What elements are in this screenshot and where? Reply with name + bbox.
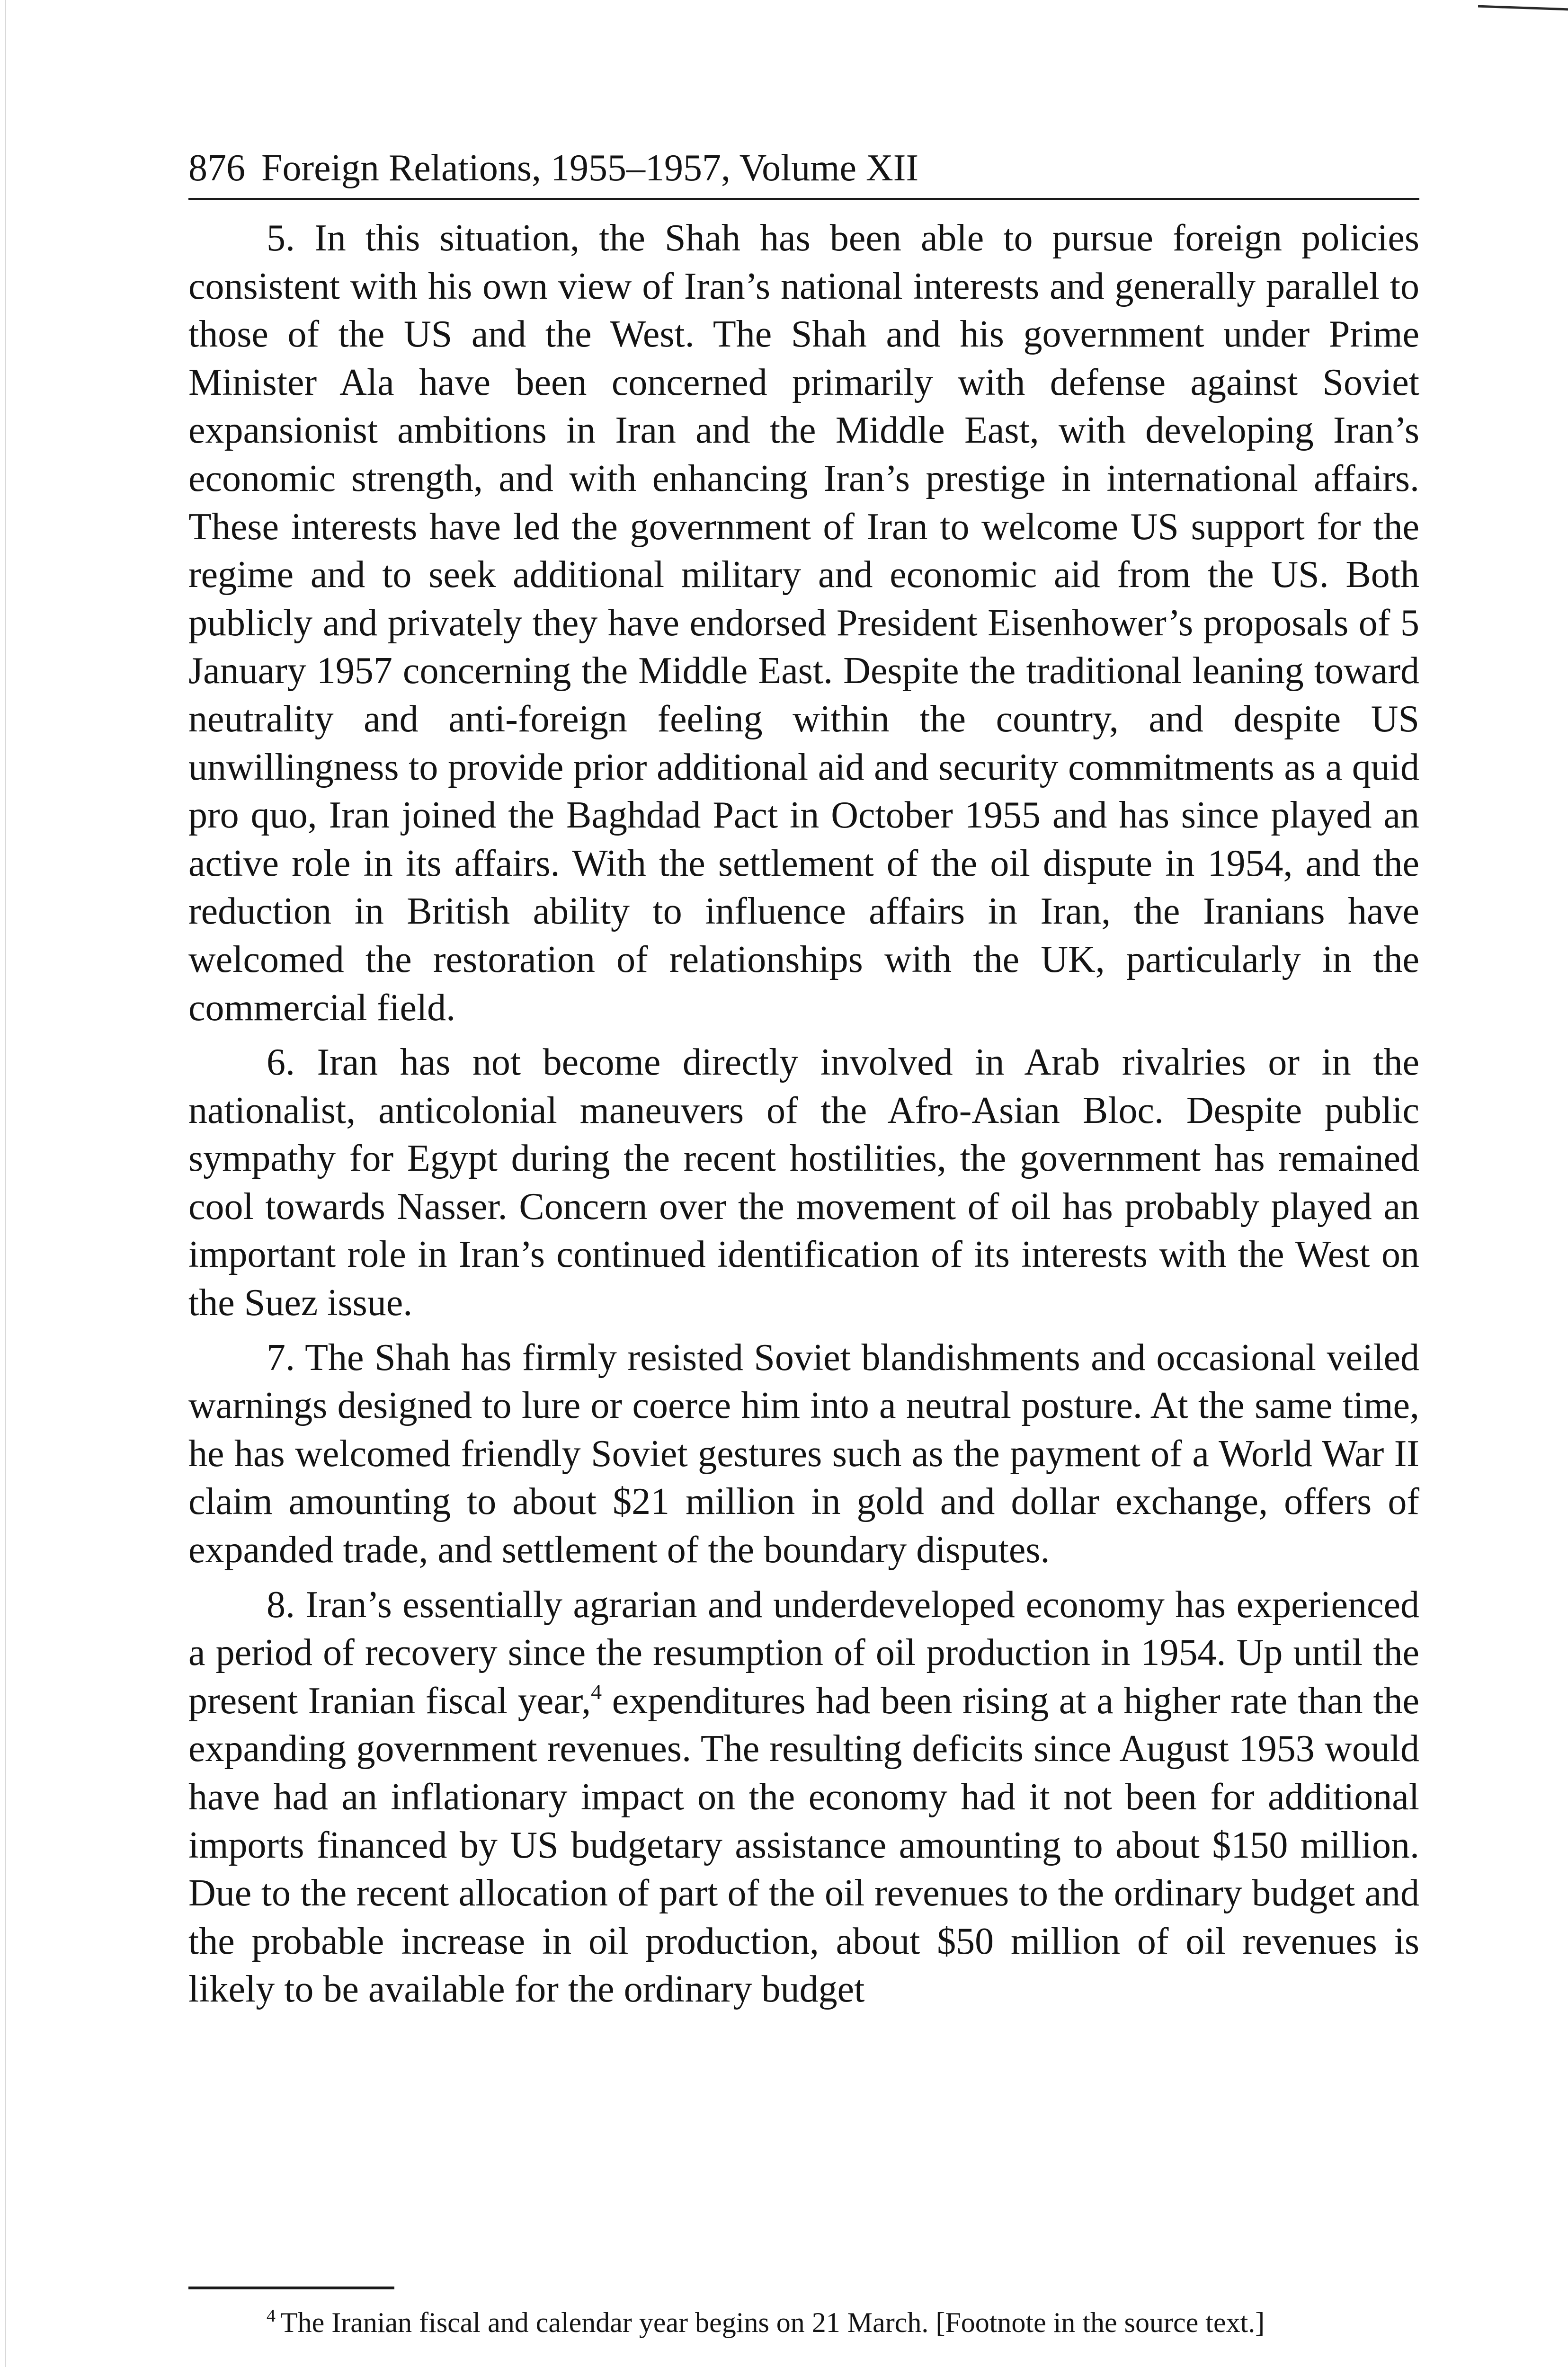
paragraph-8-text-before: 8. Iran’s essentially agrarian and underdeveloped economy has experienced a period of recovery since the resumption of oil production in 1954. Up until the present Iranian fiscal year, xyxy=(188,1584,1419,1722)
document-page xyxy=(188,142,1419,2014)
footnote-number: 4 xyxy=(267,2306,276,2326)
book-title: Foreign Relations, 1955–1957, Volume XII xyxy=(261,147,919,189)
scan-mark xyxy=(1478,0,1568,10)
footnote-divider xyxy=(188,2287,394,2289)
footnote-reference: 4 xyxy=(591,1679,602,1704)
footnote-text: The Iranian fiscal and calendar year begins on 21 March. [Footnote in the source text.] xyxy=(280,2307,1265,2338)
paragraph-6: 6. Iran has not become directly involved in Arab rivalries or in the nationalist, anticolonial maneuvers of the Afro-Asian Bloc. Despite public sympathy for Egypt during the recent hostilities, the government has remained cool towards Nasser. Concern over the movement of oil has probably played an important role in Iran’s continued identification of its interests with the West on the Suez issue. xyxy=(188,1041,1419,1324)
footnote xyxy=(188,2300,1419,2345)
page-number: 876 xyxy=(188,147,245,189)
paragraph-5: 5. In this situation, the Shah has been able to pursue foreign policies consistent with his own view of Iran’s national interests and generally parallel to those of the US and the West. The Shah and his government under Prime Minister Ala have been concerned primarily with defense against Soviet expansionist ambitions in Iran and the Middle East, with developing Iran’s economic strength, and with enhancing Iran’s prestige in international affairs. These interests have led the government of Iran to welcome US support for the regime and to seek additional military and economic aid from the US. Both publicly and privately they have endorsed President Eisenhower’s proposals of 5 January 1957 concerning the Middle East. Despite the traditional leaning toward neutrality and anti-foreign feeling within the country, and despite US unwillingness to provide prior additional aid and security commitments as a quid pro quo, Iran joined the Baghdad Pact in October 1955 and has since played an active role in its affairs. With the settlement of the oil dispute in 1954, and the reduction in British ability to influence affairs in Iran, the Iranians have welcomed the restoration of relationships with the UK, particularly in the commercial field. xyxy=(188,217,1419,1029)
paragraph-8-text-after: expenditures had been rising at a higher rate than the expanding government revenues. The resulting deficits since August 1953 would have had an inflationary impact on the economy had it not been for additional imports financed by US budgetary assistance amounting to about $150 million. Due to the recent allocation of part of the oil revenues to the ordinary budget and the probable increase in oil production, about $50 million of oil revenues is likely to be available for the ordinary budget xyxy=(188,1680,1420,2011)
paragraph-7: 7. The Shah has firmly resisted Soviet blandishments and occasional veiled warnings designed to lure or coerce him into a neutral posture. At the same time, he has welcomed friendly Soviet gestures such as the payment of a World War II claim amounting to about $21 million in gold and dollar exchange, offers of expanded trade, and settlement of the boundary disputes. xyxy=(188,1336,1419,1571)
running-header xyxy=(188,142,1419,200)
body-text xyxy=(188,214,1419,2014)
paragraph-8 xyxy=(188,1581,1419,2014)
footnote-area xyxy=(188,2287,1419,2345)
scan-edge xyxy=(5,0,6,2367)
